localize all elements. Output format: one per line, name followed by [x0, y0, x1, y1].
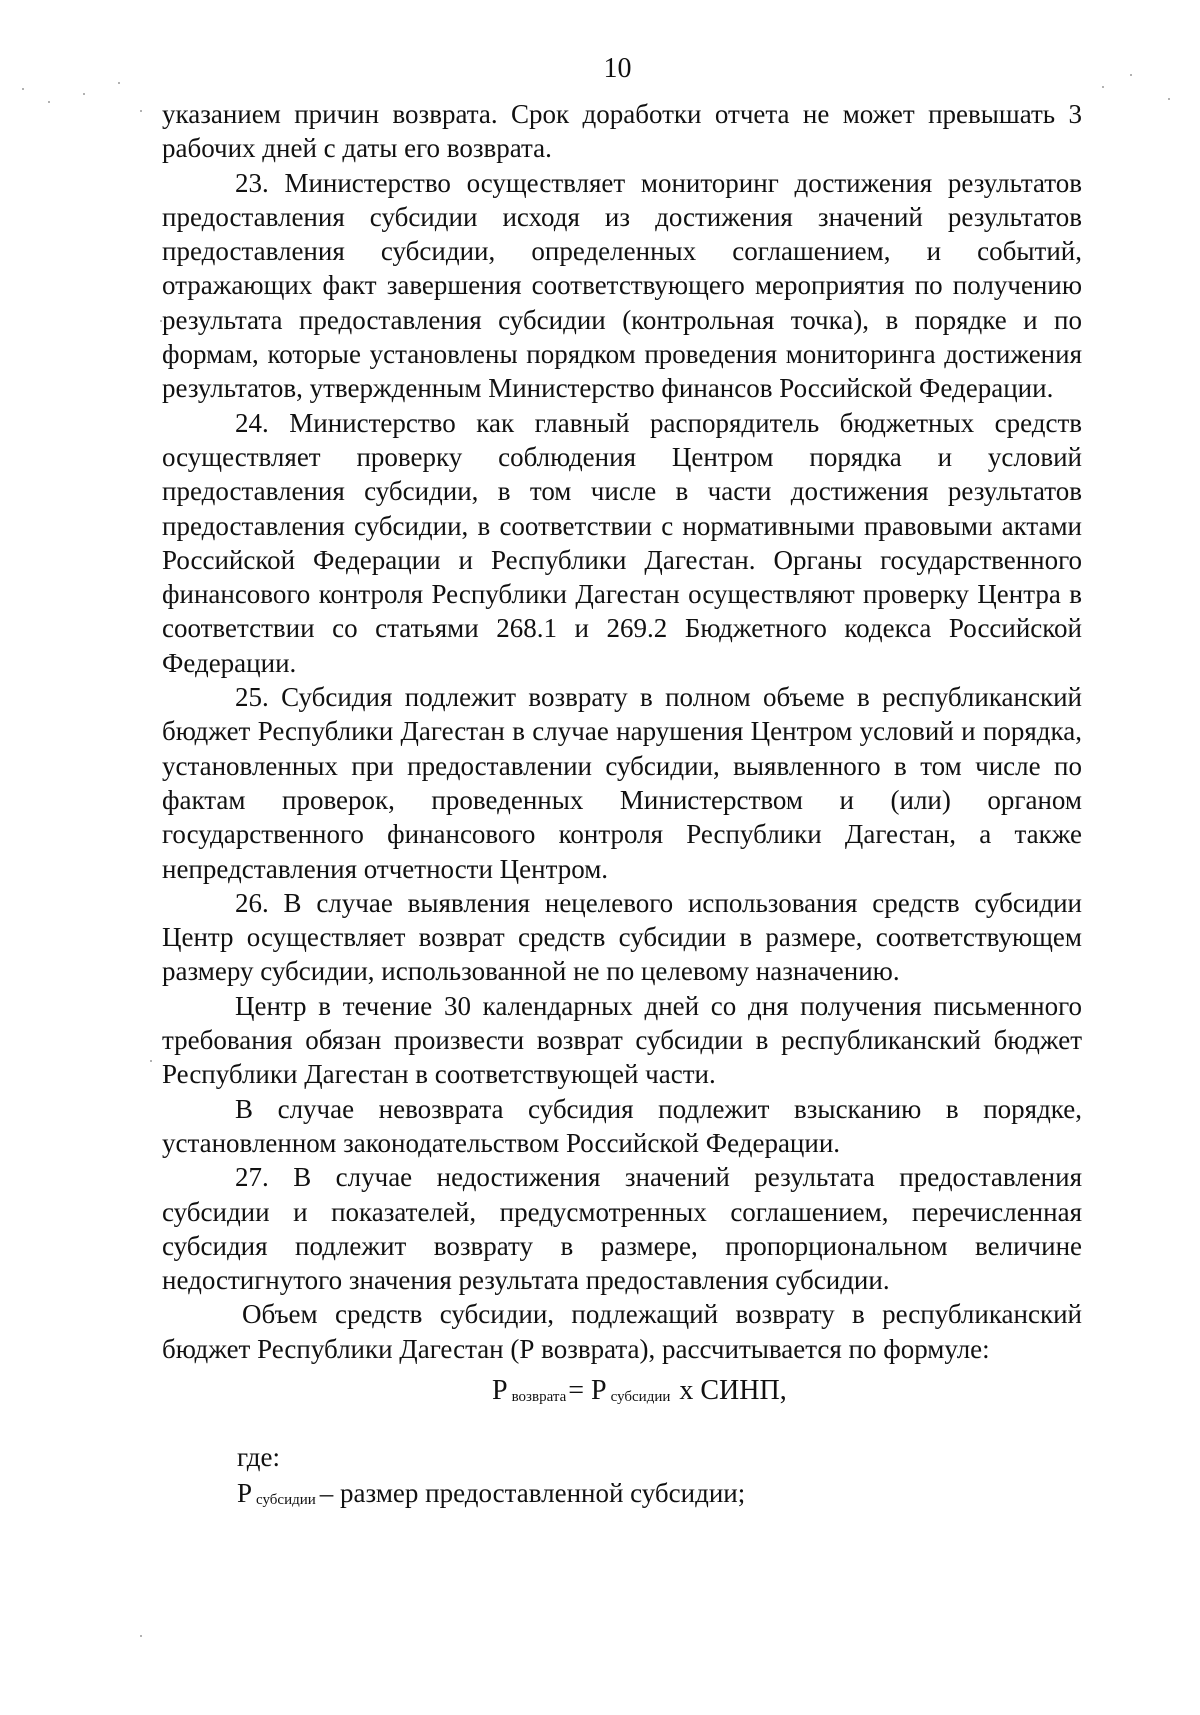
definition-symbol: Р: [237, 1478, 253, 1508]
paragraph-recovery: В случае невозврата субсидия подлежит взысканию в порядке, установленном законодательством Российской Федерации.: [162, 1093, 1082, 1158]
paragraph-continuation: указанием причин возврата. Срок доработки отчета не может превышать 3 рабочих дней с даты его возврата.: [162, 99, 1082, 164]
paragraph-formula-intro: Объем средств субсидии, подлежащий возврату в республиканский бюджет Республики Дагестан (Р возврата), рассчитывается по формуле:: [162, 1299, 1082, 1364]
refund-formula: [492, 1374, 787, 1414]
paragraph-refund-deadline: Центр в течение 30 календарных дней со дня получения письменного требования обязан произвести возврат субсидии в республиканский бюджет Республики Дагестан в соответствующей части.: [162, 990, 1082, 1090]
formula-lhs-subscript: возврата: [511, 1389, 567, 1405]
paragraph-25: 25. Субсидия подлежит возврату в полном объеме в республиканский бюджет Республики Дагестан в случае нарушения Центром условий и порядка, установленных при предоставлении субсидии, выявленного в том числе по фактам проверок, проведенных Министерством и (или) органом государственного финансового контроля Республики Дагестан, а также непредставления отчетности Центром.: [162, 682, 1082, 884]
where-label: где:: [237, 1442, 280, 1472]
formula-rhs-subscript: субсидии: [610, 1389, 671, 1405]
formula-operator: х: [679, 1375, 694, 1406]
formula-equals: =: [568, 1375, 585, 1406]
paragraph-26: 26. В случае выявления нецелевого использования средств субсидии Центр осуществляет возврат средств субсидии в размере, соответствующем размеру субсидии, использованной не по целевому назначению.: [162, 887, 1082, 987]
paragraph-23: 23. Министерство осуществляет мониторинг достижения результатов предоставления субсидии исходя из достижения значений результатов предоставления субсидии, определенных соглашением, и событий, отражающих факт завершения соответствующего мероприятия по получению результата предоставления субсидии (контрольная точка), в порядке и по формам, которые установлены порядком проведения мониторинга достижения результатов, утвержденным Министерство финансов Российской Федерации.: [162, 167, 1082, 404]
definition-dash: –: [319, 1478, 334, 1508]
document-body: [162, 97, 1082, 1366]
paragraph-27: 27. В случае недостижения значений результата предоставления субсидии и показателей, предусмотренных соглашением, перечисленная субсидия подлежит возврату в размере, пропорциональном величине недостигнутого значения результата предоставления субсидии.: [162, 1162, 1082, 1296]
formula-factor: СИНП,: [700, 1375, 787, 1406]
definition-subsidy: [237, 1476, 745, 1517]
page-number: 10: [603, 53, 632, 84]
formula-lhs-symbol: Р: [492, 1375, 508, 1406]
definition-text: размер предоставленной субсидии;: [340, 1478, 746, 1508]
formula-rhs-symbol: Р: [591, 1375, 607, 1406]
paragraph-24: 24. Министерство как главный распорядитель бюджетных средств осуществляет проверку соблюдения Центром порядка и условий предоставления субсидии, в том числе в части достижения результатов предоставления субсидии, в соответствии с нормативными правовыми актами Российской Федерации и Республики Дагестан. Органы государственного финансового контроля Республики Дагестан осуществляют проверку Центра в соответствии со статьями 268.1 и 269.2 Бюджетного кодекса Российской Федерации.: [162, 407, 1082, 678]
definition-subscript: субсидии: [256, 1492, 316, 1508]
